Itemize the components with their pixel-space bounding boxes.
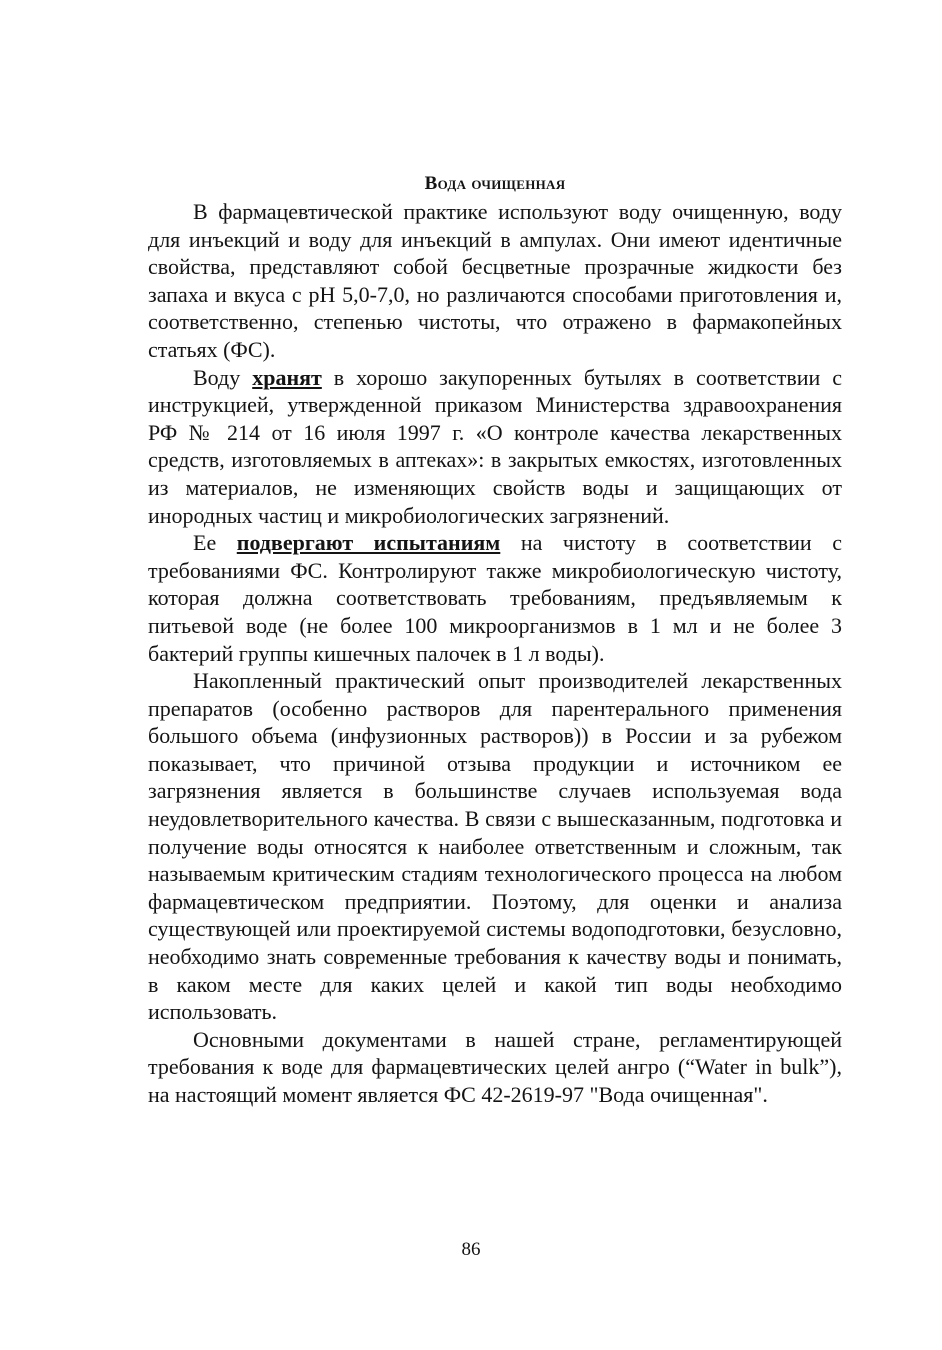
paragraph-storage-body: в хорошо закупоренных бутылях в соответствии с инструкцией, утвержденной приказом Министерства здравоохранения РФ № 214 от 16 июля 1997 г. «О контроле качества лекарственных средств, изготовляемых в аптеках»: в закрытых емкостях, изготовленных из материалов, не изменяющих свойств воды и защищающих от инородных частиц и микробиологических загрязнений.: [148, 364, 843, 528]
paragraph-testing-body: на чистоту в соответствии с требованиями ФС. Контролируют также микробиологическую чистоту, которая должна соответствовать требованиям, предъявляемым к питьевой воде (не более 100 микроорганизмов в 1 мл и не более 3 бактерий группы кишечных палочек в 1 л воды).: [148, 530, 843, 666]
paragraph-testing-lead: Ее: [193, 530, 237, 556]
paragraph-documents: Основными документами в нашей стране, регламентирующей требования к воде для фармацевтических целей ангро (“Water in bulk”), на настоящий момент является ФС 42-2619-97 "Вода очищенная".: [148, 1026, 842, 1107]
paragraph-testing: [148, 529, 842, 667]
paragraph-experience: Накопленный практический опыт производителей лекарственных препаратов (особенно растворов для парентерального применения большого объема (инфузионных растворов)) в России и за рубежом показывает, что причиной отзыва продукции и источником ее загрязнения является в большинстве случаев используемая вода неудовлетворительного качества. В связи с вышесказанным, подготовка и получение воды относятся к наиболее ответственным и сложным, так называемым критическим стадиям технологического процесса на любом фармацевтическом предприятии. Поэтому, для оценки и анализа существующей или проектируемой системы водоподготовки, безусловно, необходимо знать современные требования к качеству воды и понимать, в каком месте для каких целей и какой тип воды необходимо использовать.: [148, 668, 842, 1025]
paragraph-storage-lead: Воду: [193, 364, 253, 390]
paragraph-storage: [148, 364, 842, 530]
emphasis-storage: хранят: [252, 364, 322, 390]
section-title: Вода очищенная: [424, 173, 566, 194]
document-page: [148, 170, 842, 1109]
paragraph-intro: В фармацевтической практике используют воду очищенную, воду для инъекций и воду для инъекций в ампулах. Они имеют идентичные свойства, представляют собой бесцветные прозрачные жидкости без запаха и вкуса с рН 5,0-7,0, но различаются способами приготовления и, соответственно, степенью чистоты, что отражено в фармакопейных статьях (ФС).: [148, 199, 842, 362]
page-number: 86: [461, 1239, 481, 1260]
emphasis-testing: подвергают испытаниям: [236, 530, 501, 556]
